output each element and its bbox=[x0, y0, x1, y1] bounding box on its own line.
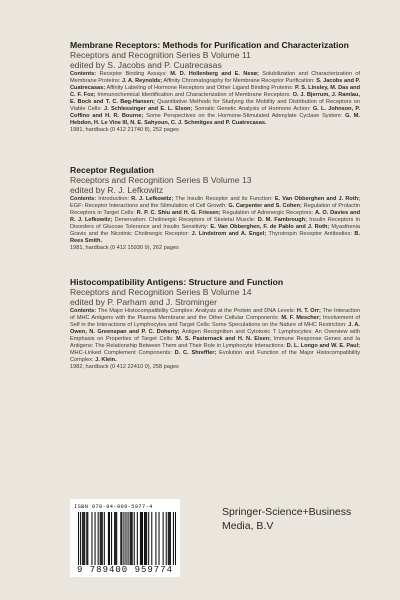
chapter-authors: E. Van Obberghen, F. de Pablo and J. Roth; bbox=[210, 224, 330, 231]
barcode-bar bbox=[111, 512, 112, 565]
barcode-bar bbox=[158, 512, 159, 565]
chapter-authors: B. Rees Smith. bbox=[70, 231, 360, 245]
contents-label: Contents: bbox=[70, 308, 98, 315]
barcode-bar bbox=[168, 512, 169, 565]
book-entry-histocompatibility-antigens bbox=[70, 278, 360, 371]
barcode-bar bbox=[145, 512, 146, 565]
barcode-bar bbox=[170, 512, 171, 565]
barcode-bar bbox=[142, 512, 143, 565]
chapter-authors: D. M. Fambrough; bbox=[257, 217, 307, 224]
chapter-authors: G. Carpenter and S. Cohen; bbox=[228, 203, 302, 210]
barcode-bar bbox=[100, 512, 101, 565]
chapter-title: Thyrotropin Receptor Antibodies: bbox=[266, 231, 355, 238]
barcode-bar bbox=[114, 512, 115, 565]
isbn-label: ISBN 978-94-009-5977-4 bbox=[74, 504, 153, 510]
book-series: Receptors and Recognition Series B Volume 13 bbox=[70, 174, 252, 185]
barcode-bar bbox=[83, 512, 84, 565]
barcode-bar bbox=[148, 512, 149, 565]
chapter-authors: H. T. Orr; bbox=[296, 308, 321, 315]
barcode-bar bbox=[134, 512, 135, 565]
book-publication-info: 1981, hardback (0 412 21740 8), 252 pages bbox=[70, 127, 179, 134]
publisher-line-1: Springer-Science+Business bbox=[222, 506, 352, 518]
barcode-bar bbox=[84, 512, 85, 565]
contents-label: Contents: bbox=[70, 196, 99, 203]
chapter-title: Immunochemical Identification and Characterization of Membrane Receptors: bbox=[95, 92, 293, 99]
chapter-authors: O. J. Bjerrum, J. Ramlau, E. Bock and T. C. Bøg-Hansen; bbox=[70, 92, 360, 106]
chapter-title: Quantitative Methods for Studying the Mobility and Distribution of Receptors on Viable Cells: bbox=[70, 99, 360, 113]
barcode-bar bbox=[169, 512, 170, 565]
barcode-bar bbox=[116, 512, 117, 565]
barcode-bar bbox=[109, 512, 110, 565]
barcode-bar bbox=[155, 512, 156, 565]
chapter-authors: R. P. C. Shiu and H. G. Friesen; bbox=[136, 210, 221, 217]
barcode-bar bbox=[146, 512, 147, 565]
book-editors: edited by R. J. Lefkowitz bbox=[70, 184, 164, 195]
chapter-title: Affinity Chromatography for Membrane Receptor Purification: bbox=[162, 78, 317, 85]
barcode-bar bbox=[101, 512, 102, 565]
chapter-authors: J. Schlessinger and E. L. Elson; bbox=[104, 106, 193, 113]
chapter-authors: R. J. Lefkowitz; bbox=[131, 196, 174, 203]
chapter-title: Regulation of Adrenergic Receptors: bbox=[220, 210, 315, 217]
barcode-bar bbox=[98, 512, 99, 565]
barcode-bar bbox=[121, 512, 122, 565]
chapter-title: Myasthenia Gravis and the Nicotinic Cholinergic Receptor: bbox=[70, 224, 360, 238]
chapter-title: Regulation of Prolactin Receptors in Target Cells: bbox=[70, 203, 360, 217]
book-title: Membrane Receptors: Methods for Purification and Characterization bbox=[70, 40, 349, 50]
chapter-authors: J. A. Reynolds; bbox=[121, 78, 163, 85]
book-title: Receptor Regulation bbox=[70, 165, 155, 175]
publisher-line-2: Media, B.V bbox=[222, 519, 274, 532]
barcode-bar bbox=[104, 512, 105, 565]
chapter-authors: J. A. Owen, N. Greenspan and P. C. Doherty; bbox=[70, 322, 360, 336]
barcode-bar bbox=[108, 512, 109, 565]
chapter-authors: M. S. Pasternack and H. N. Eisen; bbox=[176, 336, 272, 343]
chapter-authors: J. Lindstrom and A. Engel; bbox=[191, 231, 267, 238]
barcode-bar bbox=[151, 512, 152, 565]
chapter-title: Immune Response Genes and Ia Antigens: The Relationship Between Them and Their Role in Lymphocyte Interactions: bbox=[70, 336, 360, 350]
barcode-bar bbox=[173, 512, 174, 565]
chapter-title: Evolution and Function of the Major Histocompatibility Complex: bbox=[70, 350, 360, 364]
barcode-bar bbox=[86, 512, 87, 565]
book-series: Receptors and Recognition Series B Volume 11 bbox=[70, 49, 251, 60]
book-contents bbox=[70, 308, 360, 364]
book-entry-membrane-receptors bbox=[70, 41, 360, 134]
barcode-bar bbox=[128, 512, 129, 565]
barcode-bar bbox=[141, 512, 142, 565]
barcode-bar bbox=[87, 512, 88, 565]
chapter-authors: G. L. Johnson, P. Coffino and H. R. Bourne; bbox=[70, 106, 360, 120]
barcode-bar bbox=[130, 512, 131, 565]
chapter-title: Somatic Genetic Analysis of Hormone Action: bbox=[192, 106, 313, 113]
book-editors: edited by P. Parham and J. Strominger bbox=[70, 296, 217, 307]
isbn-barcode bbox=[70, 499, 180, 577]
contents-label: Contents: bbox=[70, 71, 100, 78]
barcode-bar bbox=[137, 512, 138, 565]
chapter-authors: A. O. Davies and R. J. Lefkowitz; bbox=[70, 210, 360, 224]
publisher-name bbox=[222, 506, 372, 533]
chapter-title: Involvement of Self in the Interactions of Lymphocytes and Target Cells: Some Speculations on the Nature of MHC Restriction: bbox=[70, 315, 360, 329]
chapter-authors: P. S. Linsley, M. Das and C. F. Fox; bbox=[70, 85, 360, 99]
chapter-authors: J. Klein. bbox=[95, 357, 117, 364]
barcode-bar bbox=[95, 512, 96, 565]
book-editors: edited by S. Jacobs and P. Cuatrecasas bbox=[70, 59, 222, 70]
barcode-bar bbox=[102, 512, 103, 565]
chapter-authors: D. L. Longo and W. E. Paul; bbox=[286, 343, 361, 350]
barcode-bar bbox=[80, 512, 81, 565]
chapter-authors: D. C. Shreffler; bbox=[174, 350, 217, 357]
barcode-bar bbox=[82, 512, 83, 565]
barcode-bar bbox=[132, 512, 133, 565]
barcode-bar bbox=[115, 512, 116, 565]
chapter-title: Insulin Receptors in Disorders of Glucose Tolerance and Insulin Sensitivity: bbox=[70, 217, 361, 231]
chapter-authors: M. D. Hollenberg and E. Nexø; bbox=[170, 71, 259, 78]
chapter-title: Antigen Recognition and Cytotoxic T Lymphocytes: An Overview with Emphasis on Properties of Target Cells: bbox=[70, 329, 360, 343]
chapter-title: Solubilization and Characterization of Membrane Proteins: bbox=[70, 71, 360, 85]
book-contents bbox=[70, 71, 360, 127]
chapter-title: Affinity Labeling of Hormone Receptors and Other Ligand Binding Proteins: bbox=[105, 85, 295, 92]
chapter-title: Some Perspectives on the Hormone-Stimulated Adenylate Cyclase System: bbox=[143, 113, 346, 120]
chapter-title: Introduction: bbox=[98, 196, 132, 203]
chapter-title: Denervation: Cholinergic Receptors of Skeletal Muscle: bbox=[112, 217, 258, 224]
book-title: Histocompatibility Antigens: Structure and Function bbox=[70, 277, 284, 287]
book-entry-receptor-regulation bbox=[70, 166, 360, 252]
chapter-authors: G. M. Hebdon, H. Le Vine III, N. E. Sahyoun, C. J. Schmitges and P. Cuatrecasas. bbox=[70, 113, 360, 127]
chapter-authors: S. Jacobs and P. Cuatrecasas; bbox=[70, 78, 361, 92]
chapter-title: Receptor Binding Assays: bbox=[99, 71, 171, 78]
barcode-bar bbox=[123, 512, 124, 565]
barcode-bar bbox=[163, 512, 164, 565]
book-series: Receptors and Recognition Series B Volume 14 bbox=[70, 286, 252, 297]
barcode-bar bbox=[166, 512, 167, 565]
chapter-title: EGF: Receptor Interactions and the Stimulation of Cell Growth: bbox=[70, 203, 229, 210]
book-contents bbox=[70, 196, 360, 245]
chapter-authors: E. Van Obberghen and J. Roth; bbox=[274, 196, 360, 203]
chapter-title: The Interaction of MHC Antigens with the Plasma Membrane and the Other Cellular Components: bbox=[70, 308, 361, 322]
barcode-digits: 9 789400 959774 bbox=[76, 565, 173, 575]
book-publication-info: 1981, hardback (0 412 15930 9), 262 pages bbox=[70, 245, 179, 252]
chapter-authors: M. F. Mescher; bbox=[281, 315, 321, 322]
barcode-bars bbox=[78, 512, 176, 565]
book-publication-info: 1982, hardback (0 412 22410 0), 258 pages bbox=[70, 364, 179, 371]
barcode-bar bbox=[120, 512, 121, 565]
barcode-bar bbox=[131, 512, 132, 565]
barcode-bar bbox=[140, 512, 141, 565]
barcode-bar bbox=[78, 512, 79, 565]
chapter-title: The Major Histocompatibility Complex: Analysis at the Protein and DNA Levels: bbox=[97, 308, 297, 315]
chapter-title: MHC-Linked Complement Components: bbox=[70, 350, 175, 357]
chapter-title: The Insulin Receptor and its Function: bbox=[173, 196, 275, 203]
barcode-bar bbox=[91, 512, 92, 565]
barcode-bar bbox=[175, 512, 176, 565]
barcode-bar bbox=[144, 512, 145, 565]
barcode-bar bbox=[125, 512, 126, 565]
